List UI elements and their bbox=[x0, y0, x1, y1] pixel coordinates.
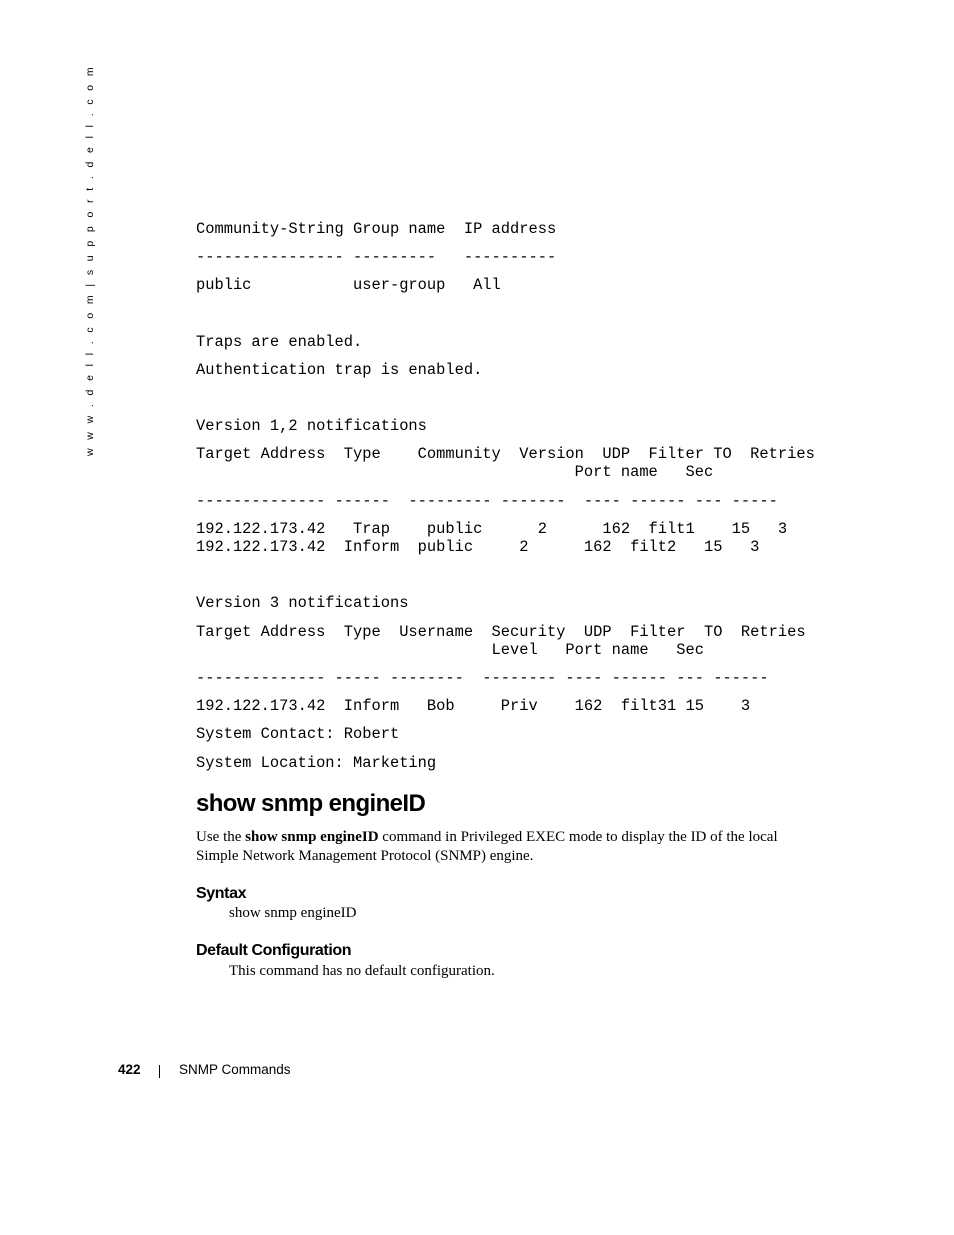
community-header: Community-String Group name IP address bbox=[196, 220, 557, 238]
syntax-heading: Syntax bbox=[196, 885, 247, 902]
v12-header-line-2: Port name Sec bbox=[196, 463, 714, 481]
auth-trap-status: Authentication trap is enabled. bbox=[196, 361, 483, 379]
v12-row-2: 192.122.173.42 Inform public 2 162 filt2 15 3 bbox=[196, 538, 760, 556]
system-location: System Location: Marketing bbox=[196, 754, 437, 772]
section-title: show snmp engineID bbox=[196, 790, 426, 817]
description-command: show snmp engineID bbox=[245, 829, 379, 845]
community-rule: ---------------- --------- ---------- bbox=[196, 248, 557, 266]
section-description bbox=[196, 828, 816, 866]
community-row: public user-group All bbox=[196, 276, 501, 294]
v3-title: Version 3 notifications bbox=[196, 594, 409, 612]
default-config-text: This command has no default configuration. bbox=[229, 963, 495, 979]
default-config-heading: Default Configuration bbox=[196, 942, 352, 959]
description-lead: Use the bbox=[196, 829, 246, 845]
v12-row-1: 192.122.173.42 Trap public 2 162 filt1 15 3 bbox=[196, 520, 788, 538]
syntax-text: show snmp engineID bbox=[229, 905, 357, 921]
v12-header-line-1: Target Address Type Community Version UDP Filter TO Retries bbox=[196, 445, 815, 463]
v3-rule: -------------- ----- -------- -------- ---- ------ --- ------ bbox=[196, 669, 769, 687]
system-contact: System Contact: Robert bbox=[196, 725, 400, 743]
v12-rule: -------------- ------ --------- ------- ---- ------ --- ----- bbox=[196, 492, 778, 510]
sidebar-url: w w w . d e l l . c o m | s u p p o r t . d e l l . c o m bbox=[84, 64, 96, 456]
v3-row: 192.122.173.42 Inform Bob Priv 162 filt31 15 3 bbox=[196, 697, 751, 715]
page-number: 422 bbox=[118, 1062, 141, 1077]
chapter-title: SNMP Commands bbox=[179, 1062, 291, 1077]
page-footer bbox=[118, 1062, 291, 1077]
description-rest: command in Privileged EXEC mode to display the ID of the local Simple Network Management Protocol (SNMP) engine. bbox=[196, 829, 778, 864]
v3-header-line-1: Target Address Type Username Security UDP Filter TO Retries bbox=[196, 623, 806, 641]
v3-header-line-2: Level Port name Sec bbox=[196, 641, 704, 659]
footer-divider bbox=[159, 1065, 160, 1078]
traps-status: Traps are enabled. bbox=[196, 333, 363, 351]
v12-title: Version 1,2 notifications bbox=[196, 417, 427, 435]
